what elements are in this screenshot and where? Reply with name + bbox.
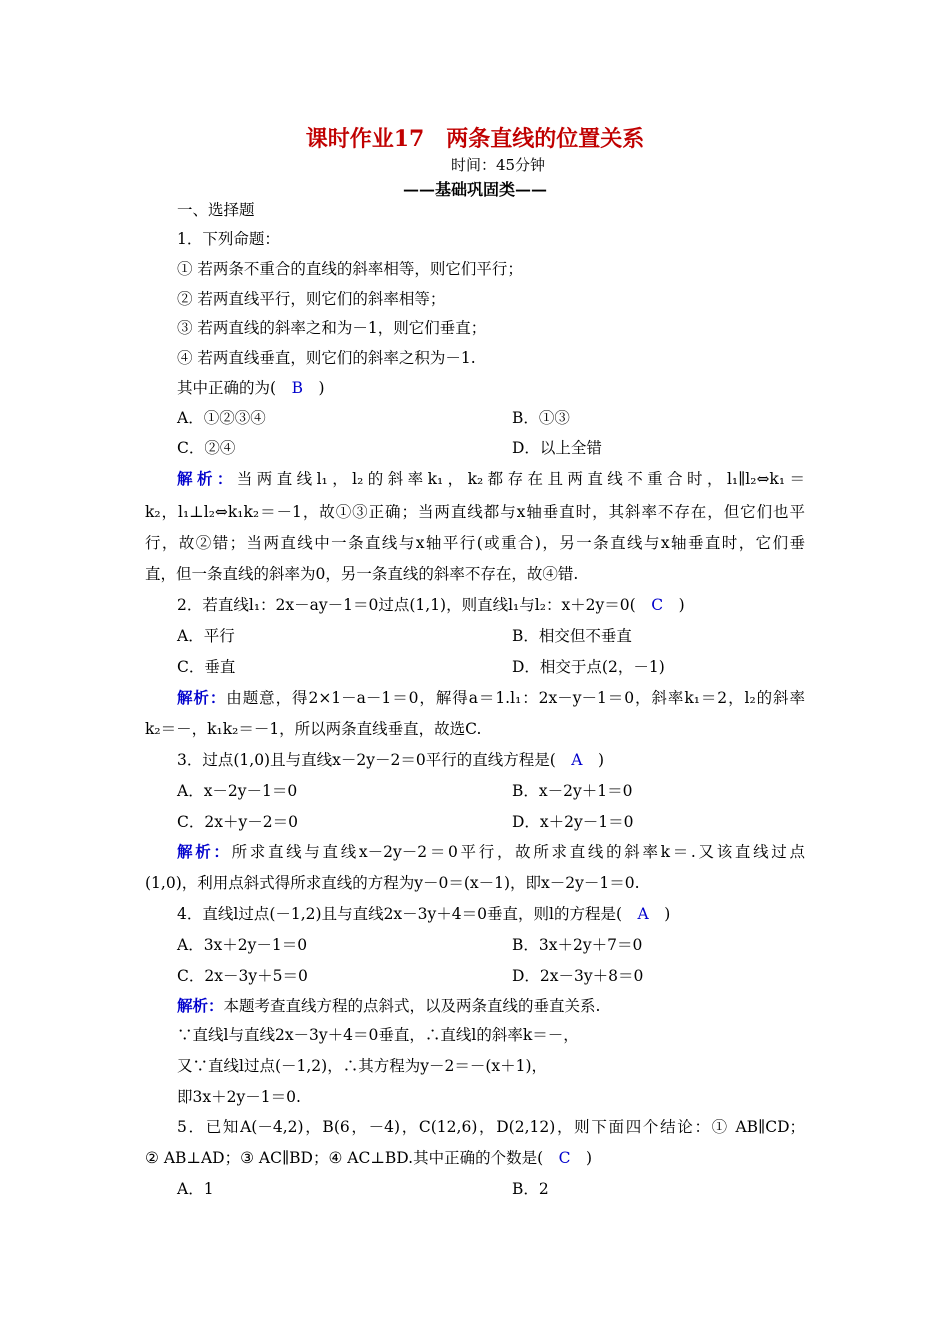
q3-explanation-label: 解析： <box>177 842 232 861</box>
q5-stem-1: 5．已知A(－4,2)，B(6，－4)，C(12,6)，D(2,12)，则下面四个结论：① AB∥CD； <box>177 1118 805 1136</box>
q2-option-b: B．相交但不垂直 <box>512 627 632 645</box>
q2-explanation-2: k₂＝－，k₁k₂＝－1，所以两条直线垂直，故选C. <box>145 720 482 738</box>
q4-stem: 4．直线l过点(－1,2)且与直线2x－3y＋4＝0垂直，则l的方程是( A ) <box>177 905 671 923</box>
q1-option-b: B．①③ <box>512 409 570 427</box>
q1-explanation-4: 直，但一条直线的斜率为0，另一条直线的斜率不存在，故④错. <box>145 565 579 583</box>
q1-stem: 1．下列命题： <box>177 230 280 248</box>
q3-option-a: A．x－2y－1＝0 <box>177 782 298 800</box>
q1-option-d: D．以上全错 <box>512 439 602 457</box>
q2-answer: C <box>651 596 664 614</box>
part-heading: 一、选择题 <box>177 201 255 219</box>
q2-option-c: C．垂直 <box>177 658 236 676</box>
q2-explanation-label: 解析： <box>177 688 227 707</box>
q2-explanation-1: 解析：由题意，得2×1－a－1＝0，解得a＝1.l₁：2x－y－1＝0，斜率k₁＝2，l₂的斜率 <box>177 688 805 707</box>
q3-explanation-2: (1,0)，利用点斜式得所求直线的方程为y－0＝(x－1)，即x－2y－1＝0. <box>145 874 640 892</box>
q4-explanation-4: 即3x＋2y－1＝0. <box>177 1088 301 1106</box>
q1-statement-4: ④ 若两直线垂直，则它们的斜率之积为－1. <box>177 349 476 367</box>
q4-option-b: B．3x＋2y＋7＝0 <box>512 936 643 954</box>
q2-stem: 2．若直线l₁：2x－ay－1＝0过点(1,1)，则直线l₁与l₂：x＋2y＝0( C ) <box>177 596 685 614</box>
q1-explanation-1: 解析：当两直线l₁，l₂的斜率k₁，k₂都存在且两直线不重合时，l₁∥l₂⇔k₁＝ <box>177 469 805 488</box>
q4-explanation-2: ∵直线l与直线2x－3y＋4＝0垂直，∴直线l的斜率k＝－， <box>177 1026 579 1044</box>
q4-option-d: D．2x－3y＋8＝0 <box>512 967 644 985</box>
q4-explanation-label: 解析： <box>177 996 224 1015</box>
q1-statement-3: ③ 若两直线的斜率之和为－1，则它们垂直； <box>177 319 487 337</box>
section-heading: ——基础巩固类—— <box>402 180 547 199</box>
q4-explanation-3: 又∵直线l过点(－1,2)，∴其方程为y－2＝－(x＋1)， <box>177 1057 548 1075</box>
q2-option-d: D．相交于点(2，－1) <box>512 658 665 676</box>
q3-option-b: B．x－2y＋1＝0 <box>512 782 633 800</box>
q5-option-a: A．1 <box>177 1180 214 1198</box>
q1-ask: 其中正确的为( B ) <box>177 379 325 397</box>
q1-answer: B <box>291 379 303 397</box>
q4-explanation-1: 解析：本题考查直线方程的点斜式，以及两条直线的垂直关系. <box>177 996 601 1015</box>
q3-option-c: C．2x＋y－2＝0 <box>177 813 298 831</box>
q5-option-b: B．2 <box>512 1180 549 1198</box>
q4-answer: A <box>637 905 649 923</box>
q1-option-a: A．①②③④ <box>177 409 266 427</box>
q1-explanation-2: k₂，l₁⊥l₂⇔k₁k₂＝－1，故①③正确；当两直线都与x轴垂直时，其斜率不存在，但它们也平 <box>145 503 805 521</box>
q2-option-a: A．平行 <box>177 627 235 645</box>
q1-option-c: C．②④ <box>177 439 236 457</box>
q1-statement-2: ② 若两直线平行，则它们的斜率相等； <box>177 290 446 308</box>
q4-option-a: A．3x＋2y－1＝0 <box>177 936 308 954</box>
q5-answer: C <box>558 1149 571 1167</box>
time-limit <box>0 154 950 175</box>
q3-option-d: D．x＋2y－1＝0 <box>512 813 634 831</box>
q4-option-c: C．2x－3y＋5＝0 <box>177 967 308 985</box>
q3-explanation-1: 解析：所求直线与直线x－2y－2＝0平行，故所求直线的斜率k＝.又该直线过点 <box>177 842 805 861</box>
q1-explanation-3: 行，故②错；当两直线中一条直线与x轴平行(或重合)，另一条直线与x轴垂直时，它们垂 <box>145 534 805 552</box>
q5-stem-2: ② AB⊥AD；③ AC∥BD；④ AC⊥BD.其中正确的个数是( C ) <box>145 1149 593 1167</box>
q1-explanation-label: 解析： <box>177 469 237 488</box>
time-text: 时间：45分钟 <box>450 156 546 174</box>
q3-answer: A <box>571 751 583 769</box>
q3-stem: 3．过点(1,0)且与直线x－2y－2＝0平行的直线方程是( A ) <box>177 751 605 769</box>
q1-statement-1: ① 若两条不重合的直线的斜率相等，则它们平行； <box>177 260 523 278</box>
page-title: 课时作业17 两条直线的位置关系 <box>305 126 645 152</box>
